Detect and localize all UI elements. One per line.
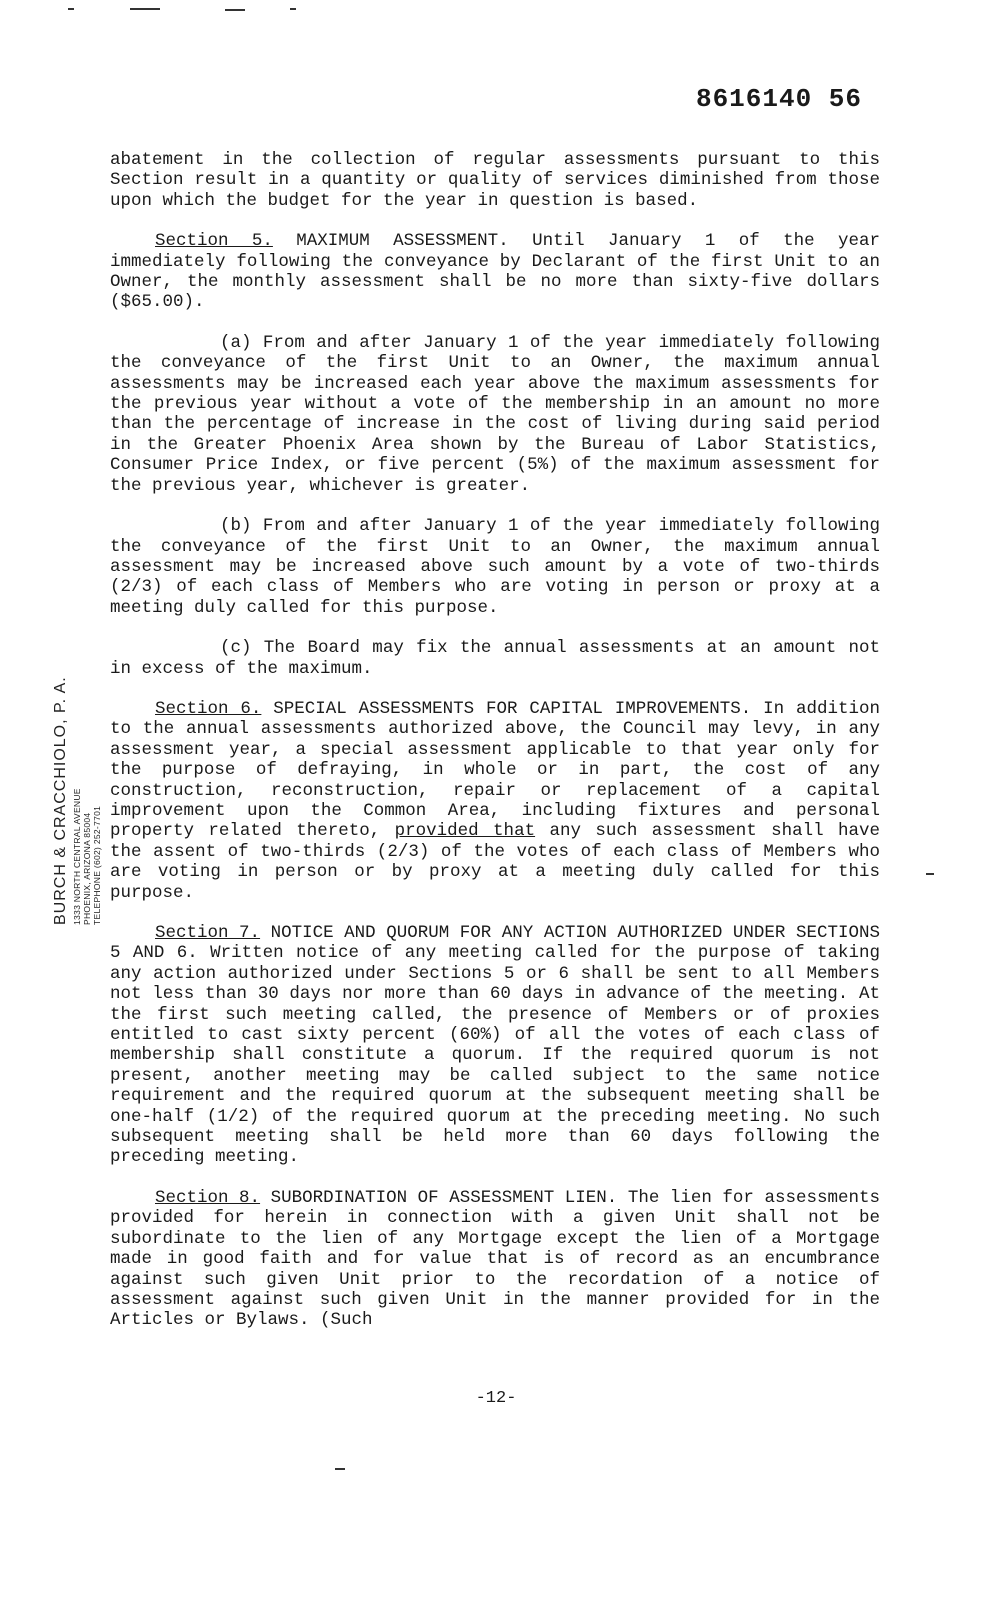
scan-speck	[225, 9, 245, 11]
law-firm-city: PHOENIX, ARIZONA 85004	[82, 812, 92, 925]
scan-speck	[130, 8, 160, 10]
page-number: -12-	[475, 1389, 517, 1408]
section-5	[110, 231, 880, 313]
subsection-b: (b) From and after January 1 of the year immediately following the conveyance of the first Unit to an Owner, the maximum annual assessment may be increased above such amount by a vote of two-thirds (2/3) of each class of Members who are voting in person or proxy at a meeting duly called for this purpose.	[110, 516, 880, 618]
scan-speck	[335, 1468, 345, 1470]
section-8-heading: Section 8.	[155, 1187, 261, 1208]
law-firm-telephone: TELEPHONE (602) 252-7701	[92, 805, 102, 925]
law-firm-address: 1333 NORTH CENTRAL AVENUE	[72, 788, 82, 925]
paragraph-abatement: abatement in the collection of regular assessments pursuant to this Section result in a quantity or quality of services diminished from those upon which the budget for the year in question is based.	[110, 150, 880, 211]
section-5-heading: Section 5.	[155, 231, 273, 252]
section-7-heading: Section 7.	[155, 923, 261, 943]
section-7-text: NOTICE AND QUORUM FOR ANY ACTION AUTHORIZED UNDER SECTIONS 5 AND 6. Written notice of any meeting called for the purpose of taking any action authorized under Sections 5 or 6 shall be sent to all Members not less than 30 days nor more than 60 days in advance of the meeting. At the first such meeting called, the presence of Members or of proxies entitled to cast sixty percent (60%) of all the votes of each class of membership shall constitute a quorum. If the required quorum is not present, another meeting may be called subject to the same notice requirement and the required quorum at the subsequent meeting shall be one-half (1/2) of the required quorum at the preceding meeting. No such subsequent meeting shall be held more than 60 days following the preceding meeting.	[110, 923, 880, 1168]
section-6-text-cont: any such assessment shall have the assent of two-thirds (2/3) of the votes of each class of Members who are voting in person or by proxy at a meeting duly called for this purpose.	[110, 821, 880, 903]
section-6	[110, 699, 880, 903]
section-6-proviso: provided that	[394, 821, 536, 842]
section-8-text: SUBORDINATION OF ASSESSMENT LIEN. The lien for assessments provided for herein in connection with a given Unit shall not be subordinate to the lien of any Mortgage except the lien of a Mortgage made in good faith and for value that is of record as an encumbrance against such given Unit prior to the recordation of a notice of assessment against such given Unit in the manner provided for in the Articles or Bylaws. (Such	[110, 1187, 880, 1331]
subsection-c: (c) The Board may fix the annual assessments at an amount not in excess of the maximum.	[110, 638, 880, 679]
document-body	[110, 150, 880, 1351]
section-6-heading: Section 6.	[155, 698, 262, 719]
scan-speck	[290, 8, 296, 10]
subsection-a: (a) From and after January 1 of the year immediately following the conveyance of the first Unit to an Owner, the maximum annual assessments may be increased each year above the maximum assessments for the previous year without a vote of the membership in an amount no more than the percentage of increase in the cost of living during said period in the Greater Phoenix Area shown by the Bureau of Labor Statistics, Consumer Price Index, or five percent (5%) of the maximum assessment for the previous year, whichever is greater.	[110, 332, 880, 496]
document-number: 8616140 56	[695, 84, 862, 114]
section-5-text: MAXIMUM ASSESSMENT. Until January 1 of the year immediately following the conveyance by Declarant of the first Unit to an Owner, the monthly assessment shall be no more than sixty-five dollars ($65.00).	[110, 231, 880, 313]
section-8	[110, 1188, 880, 1331]
law-firm-sidebar	[52, 676, 102, 925]
section-7	[110, 923, 880, 1168]
scan-speck	[926, 873, 934, 875]
law-firm-name: BURCH & CRACCHIOLO, P. A.	[52, 676, 69, 925]
section-6-text: SPECIAL ASSESSMENTS FOR CAPITAL IMPROVEMENTS. In addition to the annual assessments authorized above, the Council may levy, in any assessment year, a special assessment applicable to that year only for the purpose of defraying, in whole or in part, the cost of any construction, reconstruction, repair or replacement of a capital improvement upon the Common Area, including fixtures and personal property related thereto,	[110, 698, 880, 842]
scan-speck	[68, 8, 74, 10]
